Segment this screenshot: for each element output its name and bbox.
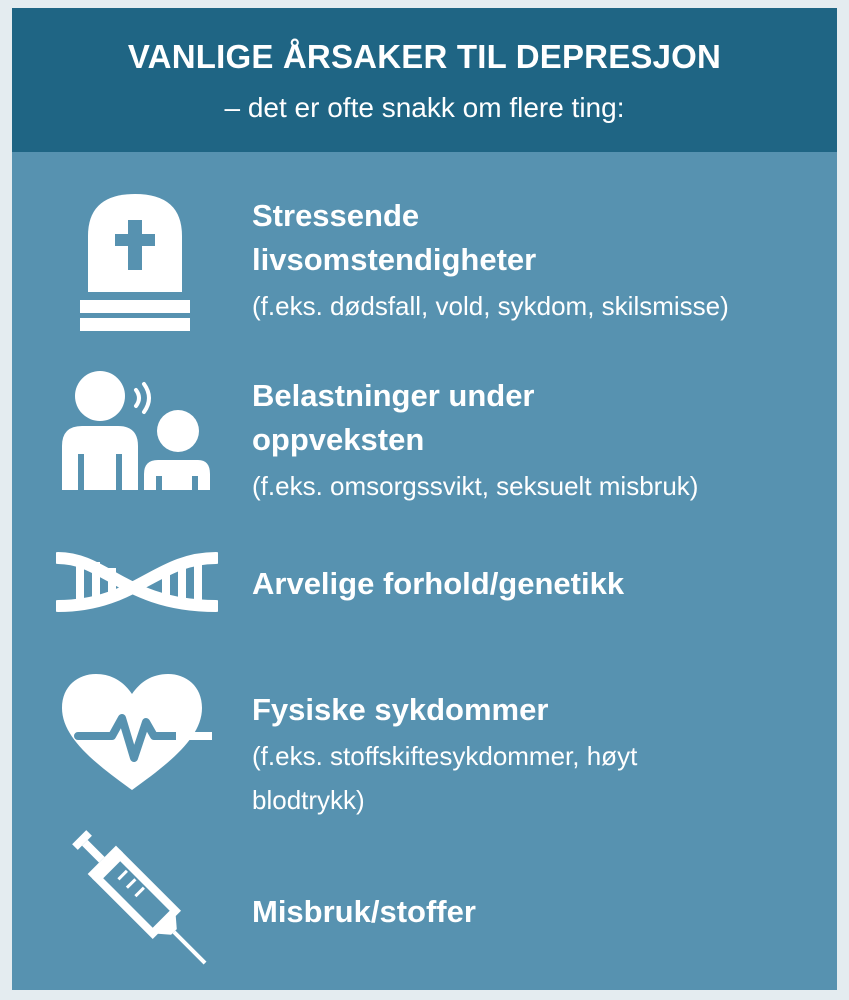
infographic-card [12,8,837,990]
adult-talking-to-child-icon [60,368,210,490]
dna-helix-icon [56,548,218,616]
cause-example: (f.eks. stoffskiftesykdommer, høyt blodtrykk) [252,741,638,815]
cause-label: Belastninger under oppveksten [252,378,535,457]
page-subtitle: – det er ofte snakk om flere ting: [224,92,625,123]
syringe-icon [56,818,224,978]
cause-example: (f.eks. omsorgssvikt, seksuelt misbruk) [252,471,699,501]
cause-label: Fysiske sykdommer [252,692,549,727]
header-banner [12,8,837,152]
cause-example: (f.eks. dødsfall, vold, sykdom, skilsmisse) [252,291,729,321]
gravestone-icon [78,192,192,332]
heart-pulse-icon [56,672,216,792]
cause-label: Misbruk/stoffer [252,894,476,929]
cause-label: Arvelige forhold/genetikk [252,566,625,601]
cause-label: Stressende livsomstendigheter [252,198,537,277]
page-title: VANLIGE ÅRSAKER TIL DEPRESJON [127,38,722,75]
